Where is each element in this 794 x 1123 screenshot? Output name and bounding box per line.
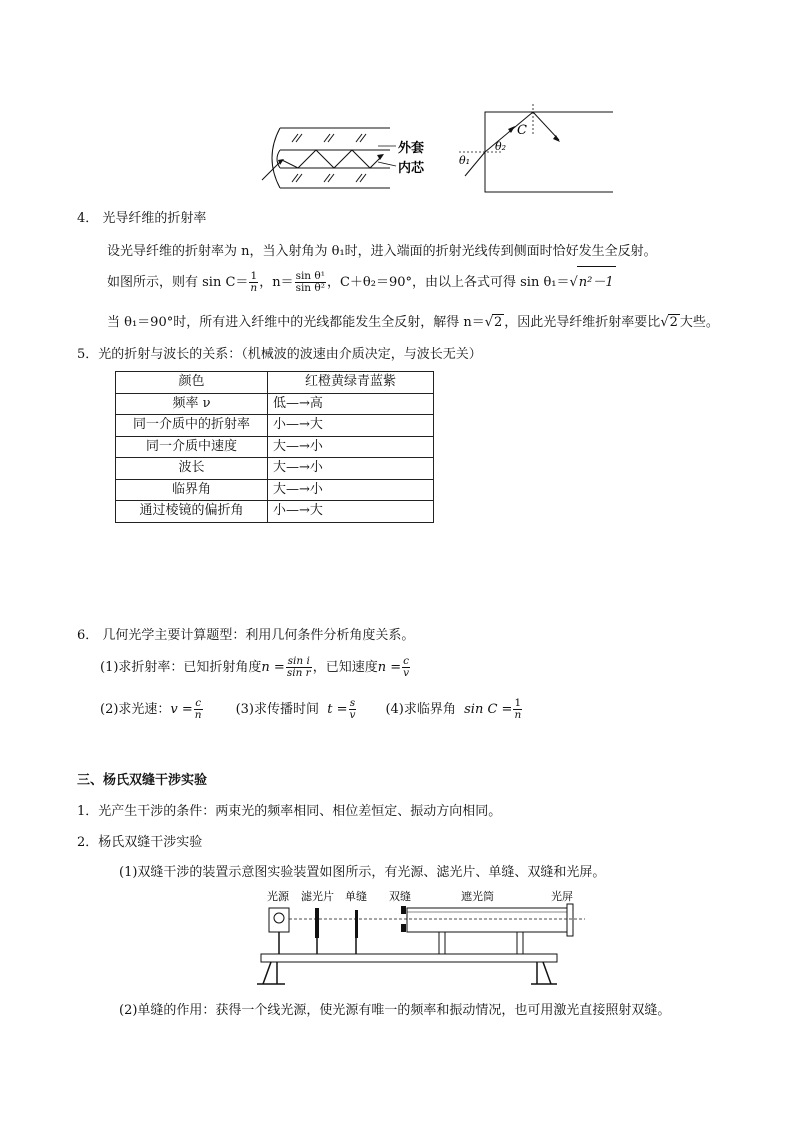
- line2-mid: ，n＝: [259, 275, 294, 290]
- label-tube: 遮光筒: [461, 890, 494, 903]
- label-single-slit: 单缝: [345, 890, 367, 903]
- table-cell: 大—→小: [268, 479, 434, 501]
- section6-item1: [100, 651, 411, 685]
- total-reflection-diagram: [455, 104, 615, 196]
- section4-line2: 如图所示，则有 sin C＝ $\frac{1}{n}$ ，n＝ $\frac{\text{sin θ¹}}{\text{sin θ²}}$ ，C＋θ₂＝90°，由以上各式可得 sin θ₁＝√n²－1: [107, 266, 616, 299]
- fiber-label-outer: 外套: [398, 141, 425, 156]
- sqrt-2b: 2: [669, 315, 678, 330]
- label-double-slit: 双缝: [389, 890, 411, 903]
- prism-label-theta1: θ₁: [459, 154, 471, 167]
- screen: [567, 904, 573, 936]
- double-slit-apparatus: [255, 886, 595, 990]
- item1-mid: ，已知速度: [312, 660, 378, 675]
- double-slit: [401, 906, 406, 914]
- fraction-sini-sinr: $\frac{\text{sin i}}{\text{sin r}}$: [286, 654, 311, 679]
- table-cell: 小—→大: [268, 415, 434, 437]
- line3-mid: ，因此光导纤维折射率要比: [504, 315, 661, 330]
- table-cell: 波长: [116, 458, 268, 480]
- prism-label-theta2: θ₂: [495, 140, 507, 153]
- optical-fiber-diagram: [258, 110, 438, 200]
- line2-prefix: 如图所示，则有 sin C＝: [107, 275, 249, 290]
- table-cell: 颜色: [116, 372, 268, 394]
- item1-n: n =: [261, 660, 285, 675]
- single-slit: [355, 910, 358, 938]
- line3-suffix: 大些。: [679, 315, 719, 330]
- table-cell: 频率 ν: [116, 393, 268, 415]
- item1-label: (1)求折射率：已知折射角度: [100, 660, 262, 675]
- sqrt-2: 2: [494, 315, 503, 330]
- table-row: [116, 479, 434, 501]
- fiber-label-inner: 内芯: [398, 161, 425, 176]
- fraction-1-over-n: $\frac{1}{n}$: [250, 269, 258, 294]
- section4-line1: 设光导纤维的折射率为 n，当入射角为 θ₁时，进入端面的折射光线传到侧面时恰好发生全反射。: [107, 244, 657, 259]
- table-cell: 大—→小: [268, 436, 434, 458]
- wavelength-table: [115, 371, 434, 523]
- table-row: [116, 415, 434, 437]
- item4-sinc: sin C =: [464, 702, 513, 717]
- table-cell: 同一介质中速度: [116, 436, 268, 458]
- label-filter: 滤光片: [301, 890, 334, 903]
- section5-title: 5．光的折射与波长的关系：（机械波的波速由介质决定，与波长无关）: [77, 347, 482, 362]
- table-cell: 低—→高: [268, 393, 434, 415]
- section6-title: 6． 几何光学主要计算题型：利用几何条件分析角度关系。: [77, 628, 415, 643]
- table-cell: 同一介质中的折射率: [116, 415, 268, 437]
- label-light-source: 光源: [267, 890, 289, 903]
- section3-p1: 1．光产生干涉的条件：两束光的频率相同、相位差恒定、振动方向相同。: [77, 804, 502, 819]
- item4-label: (4)求临界角: [385, 702, 456, 717]
- sqrt-n2-1: n²－1: [577, 266, 616, 299]
- optical-bench: [261, 954, 557, 962]
- line3-prefix: 当 θ₁＝90°时，所有进入纤维中的光线都能发生全反射，解得 n＝: [107, 315, 485, 330]
- section6-item2-4: [100, 693, 523, 727]
- prism-label-c: C: [517, 123, 527, 138]
- filter: [315, 908, 319, 938]
- section3-title: 三、杨氏双缝干涉实验: [77, 773, 208, 788]
- table-row: [116, 436, 434, 458]
- fraction-s-v: $\frac{s}{v}$: [349, 696, 356, 721]
- fraction-1-n: $\frac{1}{n}$: [514, 696, 522, 721]
- section4-line3: 当 θ₁＝90°时，所有进入纤维中的光线都能发生全反射，解得 n＝√2 ，因此光导纤维折射率要比√2 大些。: [107, 315, 719, 330]
- section3-p2: 2．杨氏双缝干涉实验: [77, 835, 203, 850]
- item3-label: (3)求传播时间: [235, 702, 319, 717]
- table-row: [116, 393, 434, 415]
- label-screen: 光屏: [551, 890, 573, 903]
- table-header: [116, 372, 434, 394]
- table-cell: 大—→小: [268, 458, 434, 480]
- table-cell: 临界角: [116, 479, 268, 501]
- section3-p4: (2)单缝的作用：获得一个线光源，使光源有唯一的频率和振动情况，也可用激光直接照射双缝。: [119, 1003, 671, 1018]
- table-row: [116, 501, 434, 523]
- fraction-c-n: $\frac{c}{n}$: [194, 696, 202, 721]
- table-cell: 红橙黄绿青蓝紫: [268, 372, 434, 394]
- fraction-sin-ratio: $\frac{\text{sin θ¹}}{\text{sin θ²}}$: [295, 269, 325, 294]
- item1-n2: n =: [377, 660, 402, 675]
- shade-tube: [407, 908, 567, 932]
- table-cell: 通过棱镜的偏折角: [116, 501, 268, 523]
- line2-suffix: ，C＋θ₂＝90°，由以上各式可得 sin θ₁＝: [326, 275, 570, 290]
- table-row: [116, 458, 434, 480]
- item2-label: (2)求光速：: [100, 702, 171, 717]
- fraction-c-v: $\frac{c}{v}$: [403, 654, 410, 679]
- item3-t: t =: [327, 702, 348, 717]
- section3-p3: (1)双缝干涉的装置示意图实验装置如图所示，有光源、滤光片、单缝、双缝和光屏。: [119, 865, 606, 880]
- light-source: [269, 908, 289, 932]
- table-cell: 小—→大: [268, 501, 434, 523]
- section4-title: 4． 光导纤维的折射率: [77, 211, 207, 226]
- item2-v: v =: [170, 702, 193, 717]
